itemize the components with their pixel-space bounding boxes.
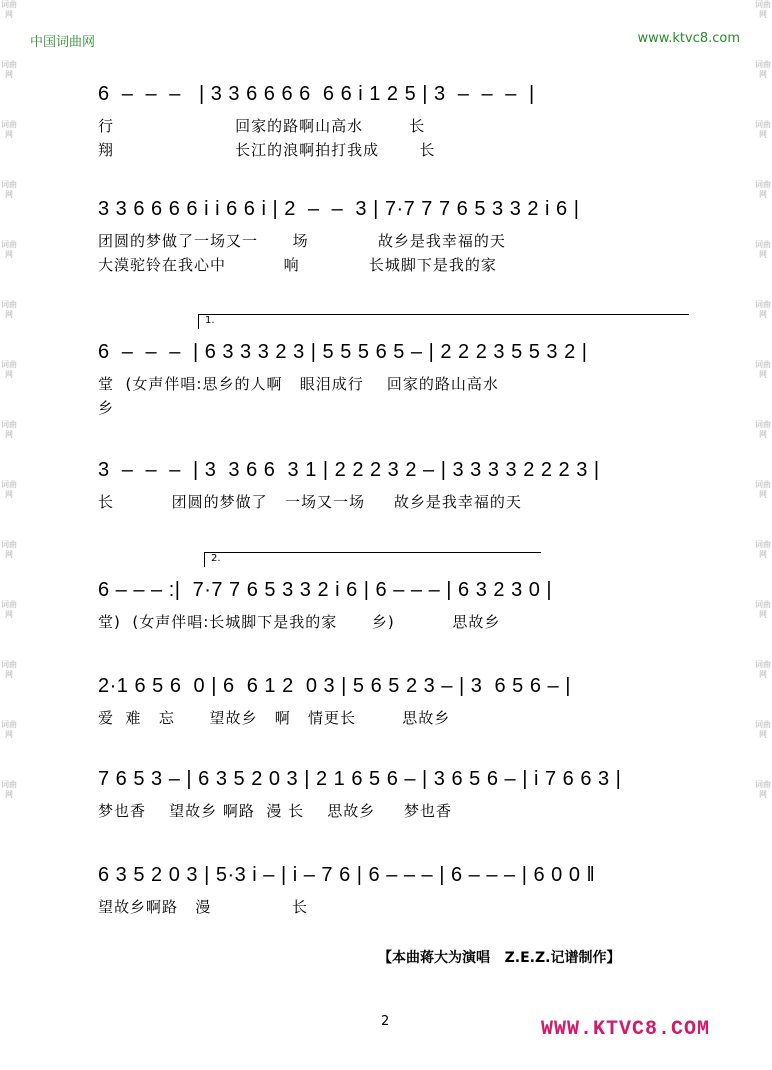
- lyric-verse-1: 堂) (女声伴唱:长城脚下是我的家 乡) 思故乡: [98, 613, 501, 631]
- notation-line: 6 – – – | 3 3 6 6 6 6 6 6 i 1 2 5 | 3 – – – |: [98, 83, 535, 105]
- credit-line: 【本曲蒋大为演唱 Z.E.Z.记谱制作】: [378, 950, 621, 966]
- notation-line: 6 3 5 2 0 3 | 5·3 i – | i – 7 6 | 6 – – – | 6 – – – | 6 0 0 ‖: [98, 864, 596, 886]
- lyric-verse-2: 翔 长江的浪啊拍打我成 长: [98, 141, 436, 159]
- notation-line: 6 – – – :| 7·7 7 6 5 3 3 2 i 6 | 6 – – – | 6 3 2 3 0 |: [98, 579, 553, 601]
- notation-line: 3 3 6 6 6 6 i i 6 6 i | 2 – – 3 | 7·7 7 7 6 5 3 3 2 i 6 |: [98, 198, 580, 220]
- lyric-verse-1: 堂 (女声伴唱:思乡的人啊 眼泪成行 回家的路山高水: [98, 375, 499, 393]
- volta-bracket: 1.: [198, 314, 689, 329]
- lyric-verse-2: 大漠驼铃在我心中 响 长城脚下是我的家: [98, 256, 497, 274]
- lyric-verse-1: 长 团圆的梦做了 一场又一场 故乡是我幸福的天: [98, 493, 522, 511]
- notation-line: 7 6 5 3 – | 6 3 5 2 0 3 | 2 1 6 5 6 – | 3 6 5 6 – | i 7 6 6 3 |: [98, 768, 622, 790]
- site-url[interactable]: www.ktvc8.com: [637, 31, 740, 46]
- volta-bracket: 2.: [204, 552, 541, 567]
- watermark-left: 词曲网 词曲网 词曲网 词曲网 词曲网 词曲网 词曲网 词曲网 词曲网 词曲网 词曲网 词曲网 词曲网 词曲网: [1, 0, 17, 799]
- lyric-verse-1: 行 回家的路啊山高水 长: [98, 117, 426, 135]
- brand-logo[interactable]: WWW.KTVC8.COM: [541, 1018, 711, 1041]
- notation-line: 2·1 6 5 6 0 | 6 6 1 2 0 3 | 5 6 5 2 3 – | 3 6 5 6 – |: [98, 675, 571, 697]
- lyric-verse-1: 梦也香 望故乡 啊路 漫 长 思故乡 梦也香: [98, 802, 453, 820]
- lyric-verse-1: 爱 难 忘 望故乡 啊 情更长 思故乡: [98, 709, 451, 727]
- page-number: 2: [381, 1014, 390, 1029]
- watermark-right: 词曲网 词曲网 词曲网 词曲网 词曲网 词曲网 词曲网 词曲网 词曲网 词曲网 词曲网 词曲网 词曲网 词曲网: [755, 0, 771, 799]
- notation-line: 3 – – – | 3 3 6 6 3 1 | 2 2 2 3 2 – | 3 3 3 3 2 2 2 3 |: [98, 459, 600, 481]
- site-name[interactable]: 中国词曲网: [30, 35, 96, 50]
- notation-line: 6 – – – | 6 3 3 3 2 3 | 5 5 5 6 5 – | 2 2 2 3 5 5 3 2 |: [98, 341, 588, 363]
- lyric-verse-1: 望故乡啊路 漫 长: [98, 898, 309, 916]
- lyric-verse-1: 团圆的梦做了一场又一 场 故乡是我幸福的天: [98, 232, 506, 250]
- lyric-verse-2: 乡: [98, 399, 115, 417]
